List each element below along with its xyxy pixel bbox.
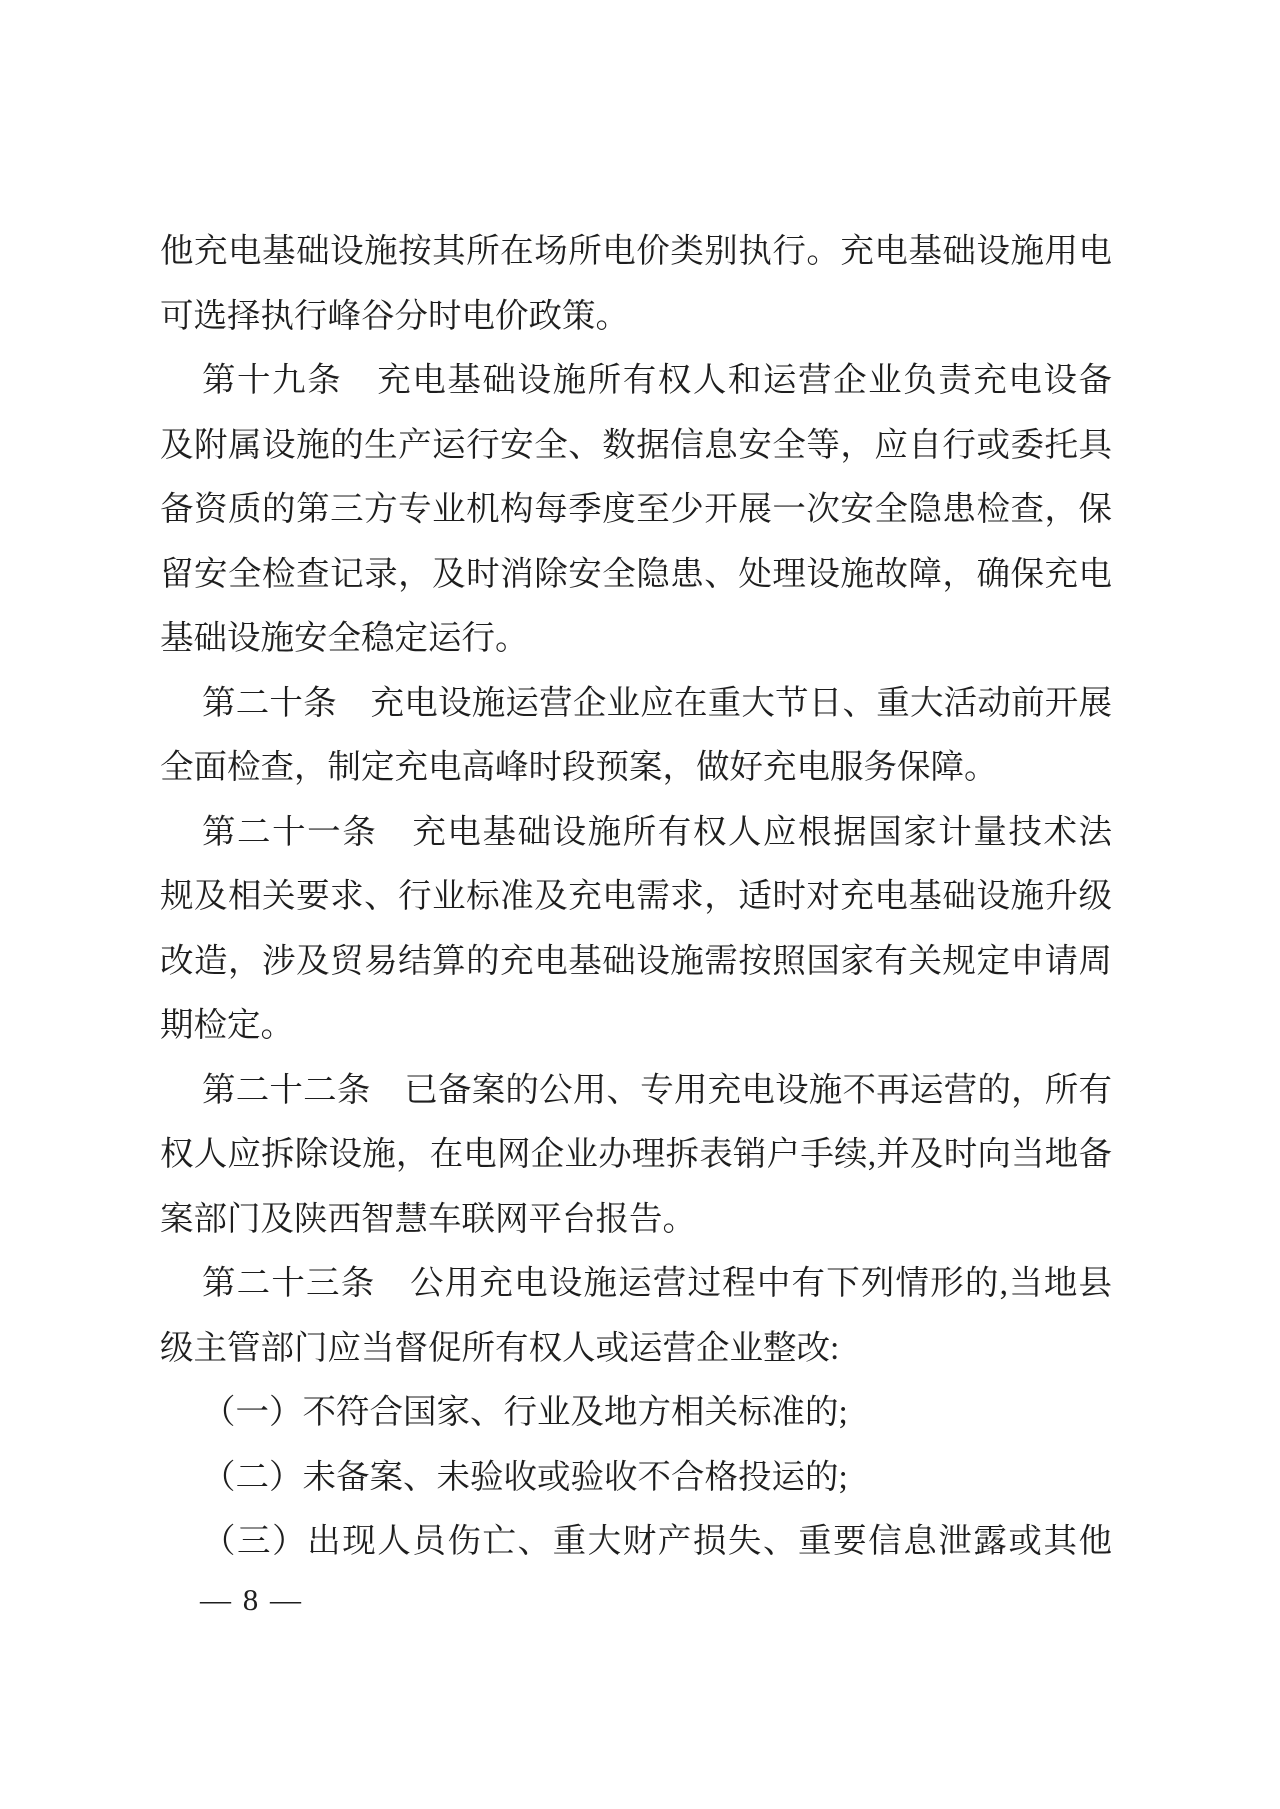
page-footer [200,1580,303,1620]
text-line: 期检定。 [160,1007,294,1044]
document-body [160,220,1112,1575]
text-line: 及附属设施的生产运行安全、数据信息安全等，应自行或委托具 [160,426,1112,464]
text-line: （三）出现人员伤亡、重大财产损失、重要信息泄露或其他 [202,1523,1112,1560]
text-line: 第十九条 充电基础设施所有权人和运营企业负责充电设备 [202,362,1112,399]
text-line: 第二十二条 已备案的公用、专用充电设施不再运营的，所有 [202,1071,1112,1109]
text-line: 级主管部门应当督促所有权人或运营企业整改: [160,1329,840,1367]
text-line: 全面检查，制定充电高峰时段预案，做好充电服务保障。 [160,749,998,786]
text-line: 改造，涉及贸易结算的充电基础设施需按照国家有关规定申请周 [160,942,1112,980]
text-line: 可选择执行峰谷分时电价政策。 [160,297,629,335]
text-line: 第二十一条 充电基础设施所有权人应根据国家计量技术法 [202,813,1112,851]
text-line: 基础设施安全稳定运行。 [160,620,529,657]
text-line: 留安全检查记录，及时消除安全隐患、处理设施故障，确保充电 [160,555,1112,593]
text-line: 规及相关要求、行业标准及充电需求，适时对充电基础设施升级 [160,878,1112,915]
text-line: 案部门及陕西智慧车联网平台报告。 [160,1200,696,1238]
text-line: （二）未备案、未验收或验收不合格投运的; [202,1458,848,1496]
text-line: 他充电基础设施按其所在场所电价类别执行。充电基础设施用电 [160,233,1112,270]
page-number: — 8 — [200,1582,303,1617]
text-line: 第二十条 充电设施运营企业应在重大节日、重大活动前开展 [202,684,1112,722]
text-line: （一）不符合国家、行业及地方相关标准的; [202,1394,848,1431]
text-line: 第二十三条 公用充电设施运营过程中有下列情形的,当地县 [202,1265,1112,1302]
text-line: 备资质的第三方专业机构每季度至少开展一次安全隐患检查，保 [160,491,1112,528]
text-line: 权人应拆除设施，在电网企业办理拆表销户手续,并及时向当地备 [160,1136,1112,1173]
